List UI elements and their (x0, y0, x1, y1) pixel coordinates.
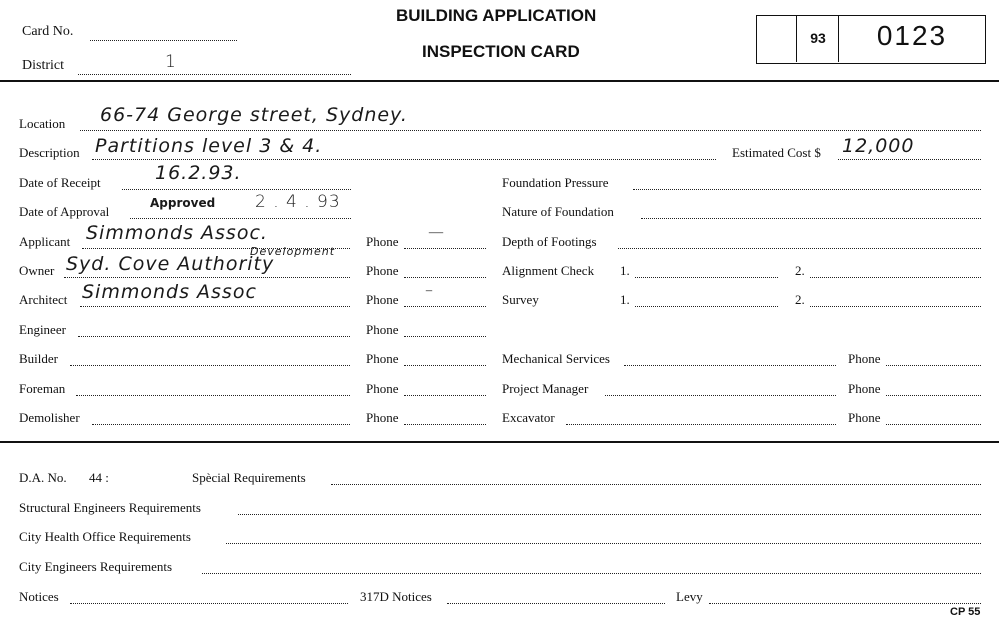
alignment-num1: 1. (620, 263, 630, 278)
da-value: 44 : (89, 470, 109, 485)
alignment-field-1[interactable] (635, 277, 778, 278)
applicant-phone-value: — (428, 222, 445, 241)
survey-num2: 2. (795, 292, 805, 307)
builder-phone-field[interactable] (404, 365, 486, 366)
engineer-phone-field[interactable] (404, 336, 486, 337)
depth-footings-field[interactable] (618, 248, 981, 249)
card-no-label: Card No. (22, 24, 74, 39)
engineer-field[interactable] (78, 336, 350, 337)
foundation-pressure-label: Foundation Pressure (502, 175, 609, 190)
architect-phone-value: – (425, 280, 434, 299)
receipt-value: 16.2.93. (155, 162, 242, 184)
owner-phone-field[interactable] (404, 277, 486, 278)
survey-num1: 1. (620, 292, 630, 307)
description-field[interactable] (92, 159, 716, 160)
estimated-cost-field[interactable] (838, 159, 981, 160)
special-field[interactable] (331, 484, 981, 485)
demolisher-label: Demolisher (19, 410, 80, 425)
builder-field[interactable] (70, 365, 350, 366)
excavator-field[interactable] (566, 424, 836, 425)
da-label: D.A. No. (19, 470, 67, 485)
applicant-label: Applicant (19, 234, 71, 249)
levy-label: Levy (676, 589, 703, 604)
district-label: District (22, 58, 64, 73)
owner-phone-label: Phone (366, 263, 399, 278)
foundation-pressure-field[interactable] (633, 189, 981, 190)
survey-field-2[interactable] (810, 306, 981, 307)
notices-field[interactable] (70, 603, 348, 604)
engineer-label: Engineer (19, 322, 66, 337)
receipt-field[interactable] (122, 189, 351, 190)
owner-note: Development (250, 245, 336, 258)
pm-phone-label: Phone (848, 381, 881, 396)
engineer-phone-label: Phone (366, 322, 399, 337)
notices-317d-field[interactable] (447, 603, 665, 604)
demolisher-phone-label: Phone (366, 410, 399, 425)
form-code: CP 55 (950, 606, 981, 618)
card-number-box (756, 15, 986, 64)
approval-stamp: Approved (150, 196, 216, 210)
architect-value: Simmonds Assoc (82, 281, 257, 303)
mech-field[interactable] (624, 365, 836, 366)
description-value: Partitions level 3 & 4. (95, 135, 323, 157)
form-title: BUILDING APPLICATION (396, 6, 597, 25)
alignment-field-2[interactable] (810, 277, 981, 278)
form-subtitle: INSPECTION CARD (422, 42, 580, 61)
applicant-phone-field[interactable] (404, 248, 486, 249)
pm-field[interactable] (605, 395, 836, 396)
foreman-phone-label: Phone (366, 381, 399, 396)
mech-label: Mechanical Services (502, 351, 610, 366)
pm-label: Project Manager (502, 381, 589, 396)
excavator-phone-label: Phone (848, 410, 881, 425)
divider-bottom (0, 441, 999, 443)
district-value: 1 (165, 52, 177, 72)
health-label: City Health Office Requirements (19, 529, 191, 544)
approval-label: Date of Approval (19, 204, 110, 219)
nature-foundation-label: Nature of Foundation (502, 204, 614, 219)
description-label: Description (19, 145, 80, 160)
owner-field[interactable] (64, 277, 350, 278)
health-field[interactable] (226, 543, 981, 544)
foreman-field[interactable] (76, 395, 350, 396)
district-field[interactable] (78, 74, 351, 75)
alignment-num2: 2. (795, 263, 805, 278)
owner-label: Owner (19, 263, 55, 278)
builder-label: Builder (19, 351, 58, 366)
excavator-label: Excavator (502, 410, 555, 425)
notices-317d-label: 317D Notices (360, 589, 432, 604)
year-code: 93 (810, 30, 826, 46)
location-value: 66-74 George street, Sydney. (100, 104, 408, 126)
foreman-label: Foreman (19, 381, 66, 396)
city-engineers-field[interactable] (202, 573, 981, 574)
applicant-value: Simmonds Assoc. (86, 222, 268, 244)
approval-field[interactable] (130, 218, 351, 219)
city-engineers-label: City Engineers Requirements (19, 559, 173, 574)
alignment-label: Alignment Check (502, 263, 595, 278)
estimated-cost-label: Estimated Cost $ (732, 145, 821, 160)
foreman-phone-field[interactable] (404, 395, 486, 396)
survey-field-1[interactable] (635, 306, 778, 307)
levy-field[interactable] (709, 603, 981, 604)
demolisher-field[interactable] (92, 424, 350, 425)
excavator-phone-field[interactable] (886, 424, 981, 425)
nature-foundation-field[interactable] (641, 218, 981, 219)
pm-phone-field[interactable] (886, 395, 981, 396)
depth-footings-label: Depth of Footings (502, 234, 597, 249)
applicant-phone-label: Phone (366, 234, 399, 249)
card-no-field[interactable] (90, 40, 237, 41)
architect-field[interactable] (80, 306, 350, 307)
location-field[interactable] (80, 130, 981, 131)
estimated-cost-value: 12,000 (842, 135, 915, 157)
notices-label: Notices (19, 589, 59, 604)
structural-field[interactable] (238, 514, 981, 515)
owner-value: Syd. Cove Authority (66, 253, 275, 275)
divider-top (0, 80, 999, 82)
architect-label: Architect (19, 292, 68, 307)
demolisher-phone-field[interactable] (404, 424, 486, 425)
mech-phone-label: Phone (848, 351, 881, 366)
builder-phone-label: Phone (366, 351, 399, 366)
special-label: Spècial Requirements (192, 470, 306, 485)
receipt-label: Date of Receipt (19, 175, 101, 190)
mech-phone-field[interactable] (886, 365, 981, 366)
structural-label: Structural Engineers Requirements (19, 500, 201, 515)
location-label: Location (19, 116, 66, 131)
survey-label: Survey (502, 292, 539, 307)
architect-phone-label: Phone (366, 292, 399, 307)
approval-value: 2 . 4 . 93 (255, 192, 341, 212)
architect-phone-field[interactable] (404, 306, 486, 307)
card-number: 0123 (876, 20, 948, 51)
